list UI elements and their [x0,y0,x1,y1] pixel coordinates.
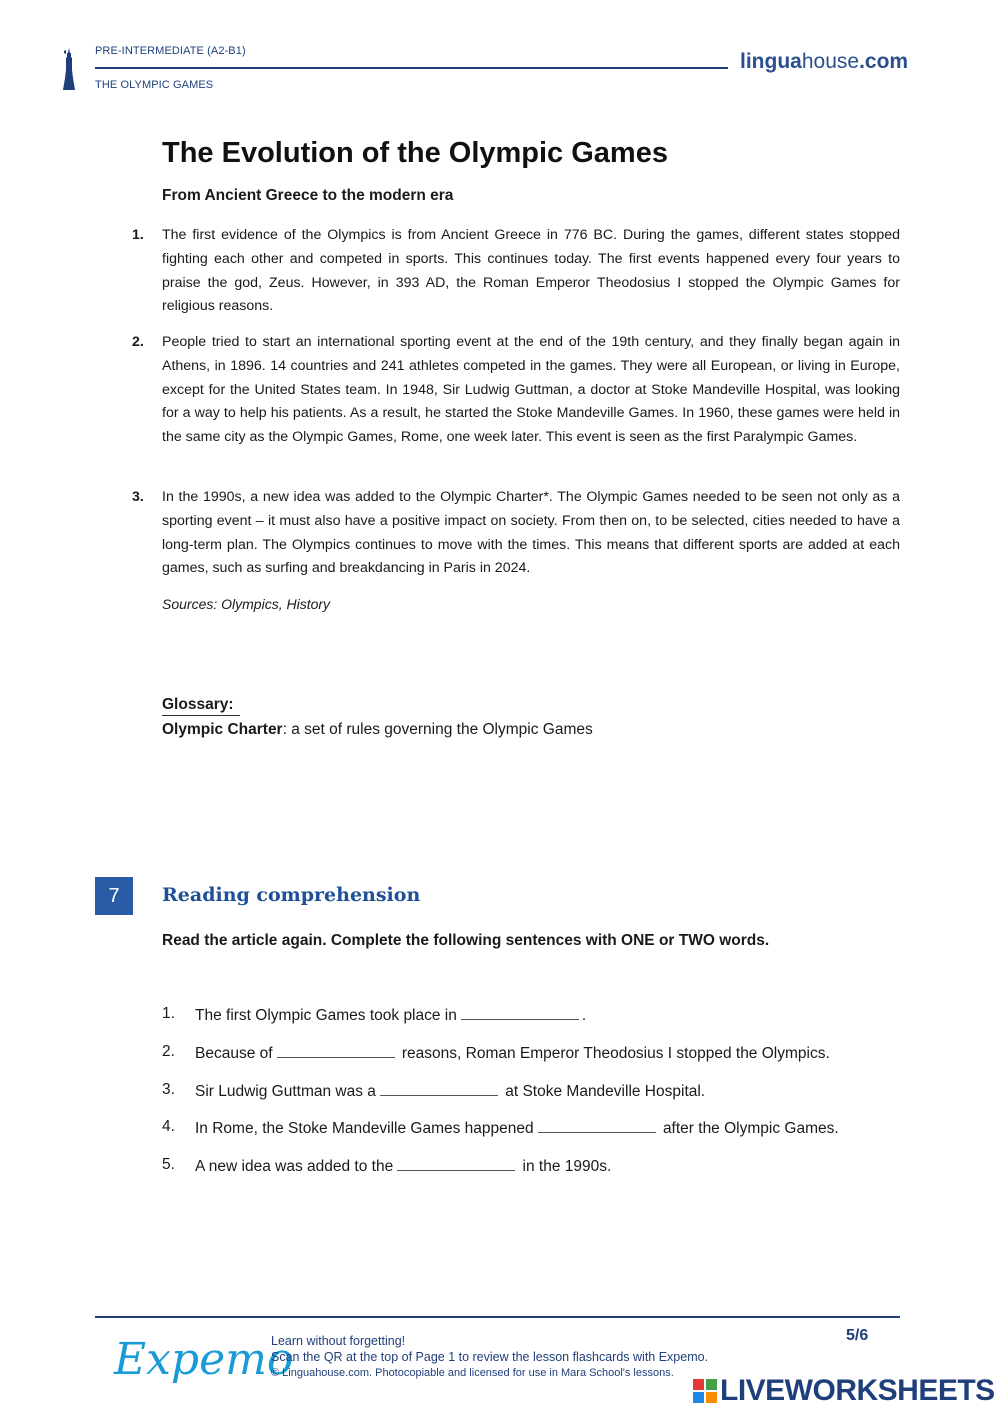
brand-logo[interactable] [740,50,908,74]
question-item [195,1043,830,1063]
liveworksheets-watermark[interactable] [693,1374,995,1408]
answer-blank[interactable] [538,1118,656,1133]
glossary-heading: Glossary: [162,696,240,716]
paragraph-number: 1. [132,227,144,243]
question-text-before: A new idea was added to the [195,1158,394,1175]
question-number: 2. [162,1043,175,1060]
glossary-entry [162,721,593,739]
level-label: PRE-INTERMEDIATE (A2-B1) [95,45,246,57]
exercise-instruction: Read the article again. Complete the following sentences with ONE or TWO words. [162,932,770,949]
question-number: 3. [162,1081,175,1098]
article-paragraph: The first evidence of the Olympics is from Ancient Greece in 776 BC. During the games, different states stopped fighting each other and competed in sports. This continues today. The first events happened every four years to praise the god, Zeus. However, in 393 AD, the Roman Emperor Theodosius I stopped the Olympic Games for religious reasons. [162,227,900,315]
question-number: 5. [162,1156,175,1173]
question-item [195,1005,586,1025]
sources-note: Sources: Olympics, History [162,596,331,612]
paragraph-number: 3. [132,489,144,505]
article-paragraph: In the 1990s, a new idea was added to the Olympic Charter*. The Olympic Games needed to be seen not only as a sporting event – it must also have a positive impact on society. From then on, to be selected, cities needed to have a long-term plan. The Olympics continues to move with the times. This means that different sports are added at each games, such as surfing and breakdancing in Paris in 2024. [162,489,900,577]
article-title: The Evolution of the Olympic Games [162,137,668,169]
question-item [195,1081,705,1101]
question-text-after: after the Olympic Games. [662,1120,839,1137]
question-text-after: reasons, Roman Emperor Theodosius I stopped the Olympics. [401,1045,830,1062]
footer-copyright: © Linguahouse.com. Photocopiable and licensed for use in Mara School's lessons. [271,1367,674,1379]
question-text-after: at Stoke Mandeville Hospital. [505,1083,706,1100]
article-subtitle: From Ancient Greece to the modern era [162,187,454,204]
footer-qr-note: Scan the QR at the top of Page 1 to review the lesson flashcards with Expemo. [271,1350,709,1364]
question-text-before: Because of [195,1045,273,1062]
paragraph-number: 2. [132,334,144,350]
statue-of-liberty-icon [62,48,76,90]
section-title: Reading comprehension [162,884,421,906]
header-divider [95,67,728,69]
question-text-before: The first Olympic Games took place in [195,1007,457,1024]
answer-blank[interactable] [397,1156,515,1171]
liveworksheets-text: LIVEWORKSHEETS [720,1374,995,1407]
topic-label: THE OLYMPIC GAMES [95,79,214,91]
footer-tagline: Learn without forgetting! [271,1334,406,1348]
section-number-badge: 7 [95,877,133,915]
question-text-before: In Rome, the Stoke Mandeville Games happened [195,1120,534,1137]
answer-blank[interactable] [277,1043,395,1058]
question-text-after: . [581,1007,587,1024]
question-item [195,1156,611,1176]
brand-part-tld: .com [859,50,909,73]
expemo-logo[interactable] [110,1326,294,1400]
answer-blank[interactable] [380,1081,498,1096]
article-paragraph: People tried to start an international sporting event at the end of the 19th century, and they finally began again in Athens, in 1896. 14 countries and 241 athletes competed in the games. They were all European, or living in Europe, except for the United States team. In 1948, Sir Ludwig Guttman, a doctor at Stoke Mandeville Hospital, was looking for a way to help his patients. As a result, he started the Stoke Mandeville Games. In 1960, these games were held in the same city as the Olympic Games, Rome, one week later. This event is seen as the first Paralympic Games. [162,334,900,446]
glossary-term: Olympic Charter [162,721,283,738]
question-number: 1. [162,1005,175,1022]
glossary-definition: : a set of rules governing the Olympic Games [282,721,593,738]
expemo-logo-text: Expemo [114,1334,294,1385]
question-number: 4. [162,1118,175,1135]
answer-blank[interactable] [461,1005,579,1020]
brand-part-bold: lingua [740,50,802,73]
page-number: 5/6 [846,1327,869,1344]
liveworksheets-logo-icon [693,1379,717,1403]
footer-divider [95,1316,900,1318]
question-item [195,1118,839,1138]
question-text-before: Sir Ludwig Guttman was a [195,1083,376,1100]
question-text-after: in the 1990s. [522,1158,612,1175]
brand-part-light: house [801,50,860,73]
